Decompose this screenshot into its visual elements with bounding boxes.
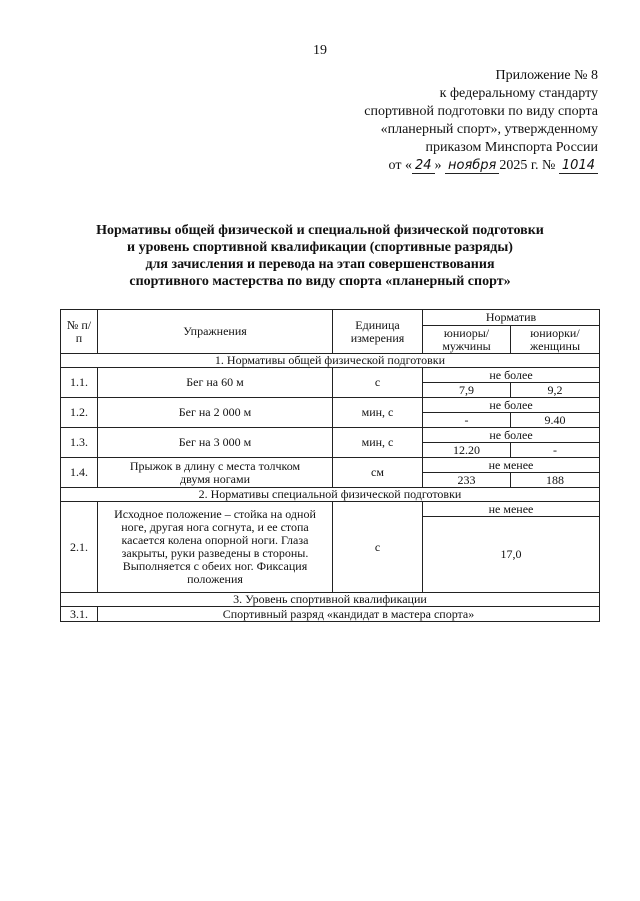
row-male-value: -	[423, 413, 511, 428]
section-title: 3. Уровень спортивной квалификации	[61, 593, 600, 607]
date-year: 2025 г. №	[499, 158, 556, 173]
appendix-block	[298, 67, 598, 175]
appendix-date-line	[298, 157, 598, 175]
row-male-value: 233	[423, 473, 511, 488]
appendix-line: «планерный спорт», утвержденному	[380, 122, 598, 137]
row-num: 2.1.	[61, 502, 98, 593]
row-condition: не более	[423, 368, 600, 383]
header-num: № п/п	[61, 310, 98, 354]
header-exercise: Упражнения	[98, 310, 333, 354]
row-unit: с	[333, 368, 423, 398]
row-exercise: Исходное положение – стойка на одной ноге, другая нога согнута, и ее стопа касается колена опорной ноги. Глаза закрыты, руки разведены в стороны. Выполняется с обеих ног. Фиксация положения	[98, 502, 333, 593]
row-num: 1.1.	[61, 368, 98, 398]
row-exercise: Бег на 2 000 м	[98, 398, 333, 428]
row-qualification: Спортивный разряд «кандидат в мастера спорта»	[98, 607, 600, 622]
header-male: юниоры/ мужчины	[423, 326, 511, 354]
heading-line: спортивного мастерства по виду спорта «планерный спорт»	[129, 274, 511, 289]
appendix-line: приказом Минспорта России	[425, 140, 598, 155]
row-unit: мин, с	[333, 398, 423, 428]
norms-table	[60, 309, 600, 622]
date-prefix: от «	[388, 158, 412, 173]
handwritten-order-number: 1014	[559, 159, 598, 174]
row-unit: с	[333, 502, 423, 593]
heading-line: Нормативы общей физической и специальной физической подготовки	[96, 223, 544, 238]
row-male-value: 12.20	[423, 443, 511, 458]
handwritten-month: ноября	[445, 159, 499, 174]
header-female: юниорки/ женщины	[511, 326, 600, 354]
row-female-value: 9.40	[511, 413, 600, 428]
row-exercise: Бег на 60 м	[98, 368, 333, 398]
row-unit: см	[333, 458, 423, 488]
handwritten-day: 24	[412, 159, 435, 174]
row-female-value: -	[511, 443, 600, 458]
row-condition: не более	[423, 398, 600, 413]
header-unit: Единица измерения	[333, 310, 423, 354]
row-num: 1.4.	[61, 458, 98, 488]
header-norm: Норматив	[423, 310, 600, 326]
row-condition: не менее	[423, 502, 600, 517]
appendix-line: к федеральному стандарту	[439, 86, 598, 101]
row-num: 1.2.	[61, 398, 98, 428]
appendix-title: Приложение № 8	[495, 68, 598, 83]
row-condition: не более	[423, 428, 600, 443]
heading-line: для зачисления и перевода на этап совершенствования	[145, 257, 495, 272]
row-male-value: 7,9	[423, 383, 511, 398]
row-num: 3.1.	[61, 607, 98, 622]
page-number: 19	[313, 43, 327, 58]
date-mid: »	[434, 158, 442, 173]
row-condition: не менее	[423, 458, 600, 473]
heading-line: и уровень спортивной квалификации (спортивные разряды)	[127, 240, 513, 255]
row-exercise: Бег на 3 000 м	[98, 428, 333, 458]
section-title: 1. Нормативы общей физической подготовки	[61, 354, 600, 368]
row-num: 1.3.	[61, 428, 98, 458]
row-female-value: 9,2	[511, 383, 600, 398]
row-exercise: Прыжок в длину с места толчком двумя ногами	[98, 458, 333, 488]
row-female-value: 188	[511, 473, 600, 488]
row-value: 17,0	[423, 517, 600, 593]
document-heading	[60, 222, 580, 290]
appendix-line: спортивной подготовки по виду спорта	[364, 104, 598, 119]
row-unit: мин, с	[333, 428, 423, 458]
section-title: 2. Нормативы специальной физической подготовки	[61, 488, 600, 502]
